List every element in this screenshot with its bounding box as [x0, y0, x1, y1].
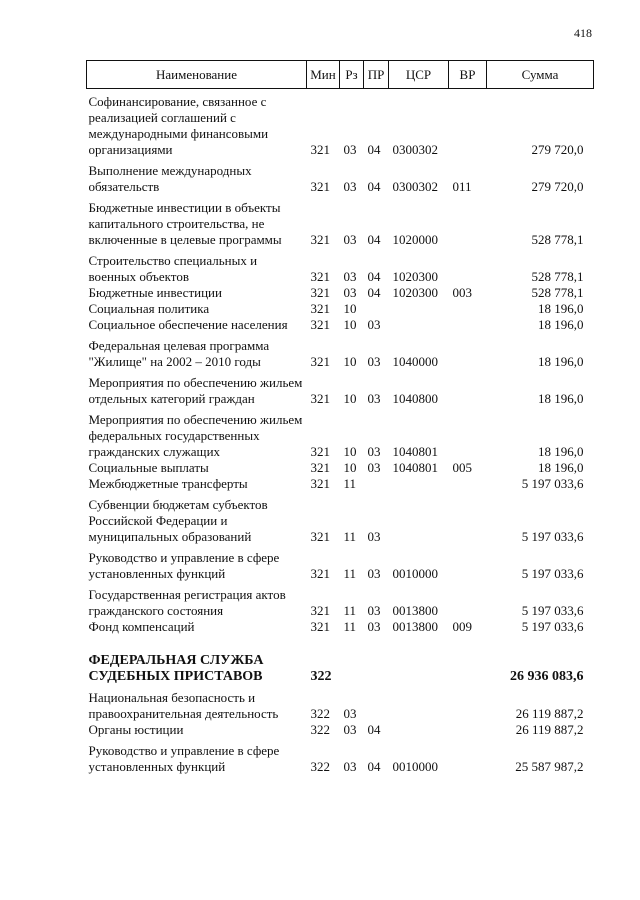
row-vr: [449, 738, 487, 775]
row-sum: 5 197 033,6: [521, 476, 584, 491]
table-row: [87, 248, 594, 285]
row-pr: 04: [367, 179, 381, 194]
table-row: [87, 301, 594, 317]
row-sum: 5 197 033,6: [521, 529, 584, 544]
table-row: [87, 89, 594, 159]
row-name: Мероприятия по обеспечению жильем отдельных категорий граждан: [88, 375, 303, 406]
table-row: [87, 460, 594, 476]
row-rz: [340, 635, 364, 685]
header-csr: ЦСР: [389, 61, 449, 89]
row-csr: 1040800: [392, 391, 438, 406]
row-sum: 279 720,0: [531, 179, 584, 194]
row-pr: [364, 635, 389, 685]
row-rz: 10: [343, 460, 357, 475]
row-name: Руководство и управление в сфере установленных функций: [88, 743, 280, 774]
row-min: 321: [310, 603, 330, 618]
row-sum: 26 936 083,6: [510, 669, 584, 684]
row-pr: 04: [367, 722, 381, 737]
row-vr: [449, 248, 487, 285]
row-vr: [449, 545, 487, 582]
row-vr: [449, 476, 487, 492]
row-name: Строительство специальных и военных объектов: [88, 253, 258, 284]
row-pr: 04: [367, 142, 381, 157]
table-row: [87, 195, 594, 248]
row-name: Бюджетные инвестиции: [88, 285, 222, 300]
row-rz: 10: [343, 391, 357, 406]
row-csr: 0013800: [392, 603, 438, 618]
row-pr: [364, 476, 389, 492]
row-pr: 03: [367, 354, 381, 369]
row-rz: 11: [343, 529, 357, 544]
table-row: [87, 158, 594, 195]
table-row: [87, 370, 594, 407]
table-row: [87, 635, 594, 685]
row-pr: 03: [367, 619, 381, 634]
table-body: [87, 89, 594, 776]
row-sum: 18 196,0: [538, 460, 584, 475]
row-vr: 009: [452, 619, 472, 634]
row-rz: 11: [343, 619, 357, 634]
row-csr: 0010000: [392, 759, 438, 774]
row-csr: 1020000: [392, 232, 438, 247]
row-rz: 11: [343, 603, 357, 618]
row-vr: [449, 722, 487, 738]
row-pr: 03: [367, 603, 381, 618]
table-row: [87, 738, 594, 775]
row-sum: 18 196,0: [538, 317, 584, 332]
row-csr: [389, 492, 449, 545]
row-vr: [449, 685, 487, 722]
row-vr: [449, 635, 487, 685]
row-min: 321: [310, 476, 330, 491]
row-vr: [449, 333, 487, 370]
row-name: Государственная регистрация актов гражданского состояния: [88, 587, 286, 618]
row-csr: [389, 722, 449, 738]
row-rz: 03: [343, 706, 357, 721]
header-rz: Рз: [340, 61, 364, 89]
row-rz: 03: [343, 722, 357, 737]
row-rz: 10: [343, 354, 357, 369]
table-row: [87, 545, 594, 582]
table-row: [87, 407, 594, 460]
row-rz: 03: [343, 142, 357, 157]
row-min: 321: [310, 179, 330, 194]
table-row: [87, 685, 594, 722]
row-vr: [449, 370, 487, 407]
row-vr: 011: [452, 179, 472, 194]
row-csr: 1020300: [392, 285, 438, 300]
header-name: Наименование: [87, 61, 307, 89]
row-vr: [449, 407, 487, 460]
row-pr: 04: [367, 232, 381, 247]
row-name: Мероприятия по обеспечению жильем федеральных государственных гражданских служащих: [88, 412, 303, 459]
table-row: [87, 492, 594, 545]
row-name: Межбюджетные трансферты: [88, 476, 248, 491]
row-pr: [364, 301, 389, 317]
row-vr: [449, 195, 487, 248]
row-sum: 18 196,0: [538, 301, 584, 316]
row-csr: 0013800: [392, 619, 438, 634]
row-name: Субвенции бюджетам субъектов Российской Федерации и муниципальных образований: [88, 497, 268, 544]
row-pr: 03: [367, 529, 381, 544]
row-sum: 18 196,0: [538, 444, 584, 459]
row-rz: 11: [343, 476, 357, 491]
row-name: Социальные выплаты: [88, 460, 209, 475]
row-csr: 0010000: [392, 566, 438, 581]
table-row: [87, 317, 594, 333]
row-sum: 5 197 033,6: [521, 619, 584, 634]
row-sum: 5 197 033,6: [521, 603, 584, 618]
row-name: Органы юстиции: [88, 722, 184, 737]
row-min: 321: [310, 142, 330, 157]
row-csr: [389, 317, 449, 333]
row-sum: 18 196,0: [538, 391, 584, 406]
row-csr: 1040000: [392, 354, 438, 369]
row-min: 322: [310, 759, 330, 774]
row-rz: 03: [343, 285, 357, 300]
row-rz: 10: [343, 301, 357, 316]
page-number: 418: [574, 26, 592, 40]
row-min: 322: [310, 669, 332, 684]
row-vr: 003: [452, 285, 472, 300]
row-name: Национальная безопасность и правоохранительная деятельность: [88, 690, 279, 721]
row-csr: 0300302: [392, 142, 438, 157]
row-csr: 0300302: [392, 179, 438, 194]
row-csr: [389, 635, 449, 685]
table-row: [87, 476, 594, 492]
table-header: [87, 61, 594, 89]
row-pr: [364, 685, 389, 722]
row-name: Фонд компенсаций: [88, 619, 195, 634]
row-min: 321: [310, 269, 330, 284]
row-rz: 03: [343, 269, 357, 284]
row-sum: 528 778,1: [531, 269, 584, 284]
row-vr: [449, 89, 487, 159]
row-sum: 528 778,1: [531, 232, 584, 247]
row-vr: [449, 582, 487, 619]
row-min: 322: [310, 706, 330, 721]
row-csr: 1020300: [392, 269, 438, 284]
row-name: ФЕДЕРАЛЬНАЯ СЛУЖБА СУДЕБНЫХ ПРИСТАВОВ: [88, 653, 264, 684]
row-pr: 03: [367, 317, 381, 332]
row-rz: 11: [343, 566, 357, 581]
row-min: 321: [310, 301, 330, 316]
row-csr: 1040801: [392, 460, 438, 475]
header-min: Мин: [307, 61, 340, 89]
table-row: [87, 285, 594, 301]
row-min: 322: [310, 722, 330, 737]
row-pr: 03: [367, 460, 381, 475]
table-row: [87, 333, 594, 370]
row-min: 321: [310, 317, 330, 332]
header-sum: Сумма: [487, 61, 594, 89]
row-min: 321: [310, 391, 330, 406]
row-sum: 5 197 033,6: [521, 566, 584, 581]
row-min: 321: [310, 354, 330, 369]
row-min: 321: [310, 566, 330, 581]
table-row: [87, 619, 594, 635]
row-rz: 03: [343, 179, 357, 194]
table-row: [87, 722, 594, 738]
row-min: 321: [310, 460, 330, 475]
row-name: Федеральная целевая программа "Жилище" на 2002 – 2010 годы: [88, 338, 270, 369]
row-sum: 26 119 887,2: [515, 722, 584, 737]
row-min: 321: [310, 444, 330, 459]
row-vr: [449, 301, 487, 317]
row-name: Выполнение международных обязательств: [88, 163, 252, 194]
row-name: Руководство и управление в сфере установленных функций: [88, 550, 280, 581]
row-pr: 03: [367, 444, 381, 459]
row-sum: 25 587 987,2: [515, 759, 584, 774]
row-csr: [389, 685, 449, 722]
row-vr: 005: [452, 460, 472, 475]
row-vr: [449, 492, 487, 545]
row-sum: 279 720,0: [531, 142, 584, 157]
row-pr: 03: [367, 566, 381, 581]
row-rz: 03: [343, 759, 357, 774]
row-csr: [389, 301, 449, 317]
row-min: 321: [310, 285, 330, 300]
row-rz: 03: [343, 232, 357, 247]
row-csr: [389, 476, 449, 492]
row-min: 321: [310, 529, 330, 544]
header-vr: ВР: [449, 61, 487, 89]
row-name: Социальная политика: [88, 301, 210, 316]
row-sum: 18 196,0: [538, 354, 584, 369]
row-name: Бюджетные инвестиции в объекты капитального строительства, не включенные в целевые программы: [88, 200, 282, 247]
budget-table: [86, 60, 594, 775]
row-rz: 10: [343, 444, 357, 459]
row-pr: 03: [367, 391, 381, 406]
row-name: Софинансирование, связанное с реализацией соглашений с международными финансовыми организациями: [88, 94, 269, 157]
row-name: Социальное обеспечение населения: [88, 317, 288, 332]
row-sum: 26 119 887,2: [515, 706, 584, 721]
row-pr: 04: [367, 269, 381, 284]
row-csr: 1040801: [392, 444, 438, 459]
header-pr: ПР: [364, 61, 389, 89]
row-pr: 04: [367, 285, 381, 300]
row-pr: 04: [367, 759, 381, 774]
row-min: 321: [310, 232, 330, 247]
table-row: [87, 582, 594, 619]
row-rz: 10: [343, 317, 357, 332]
row-vr: [449, 317, 487, 333]
row-sum: 528 778,1: [531, 285, 584, 300]
row-min: 321: [310, 619, 330, 634]
